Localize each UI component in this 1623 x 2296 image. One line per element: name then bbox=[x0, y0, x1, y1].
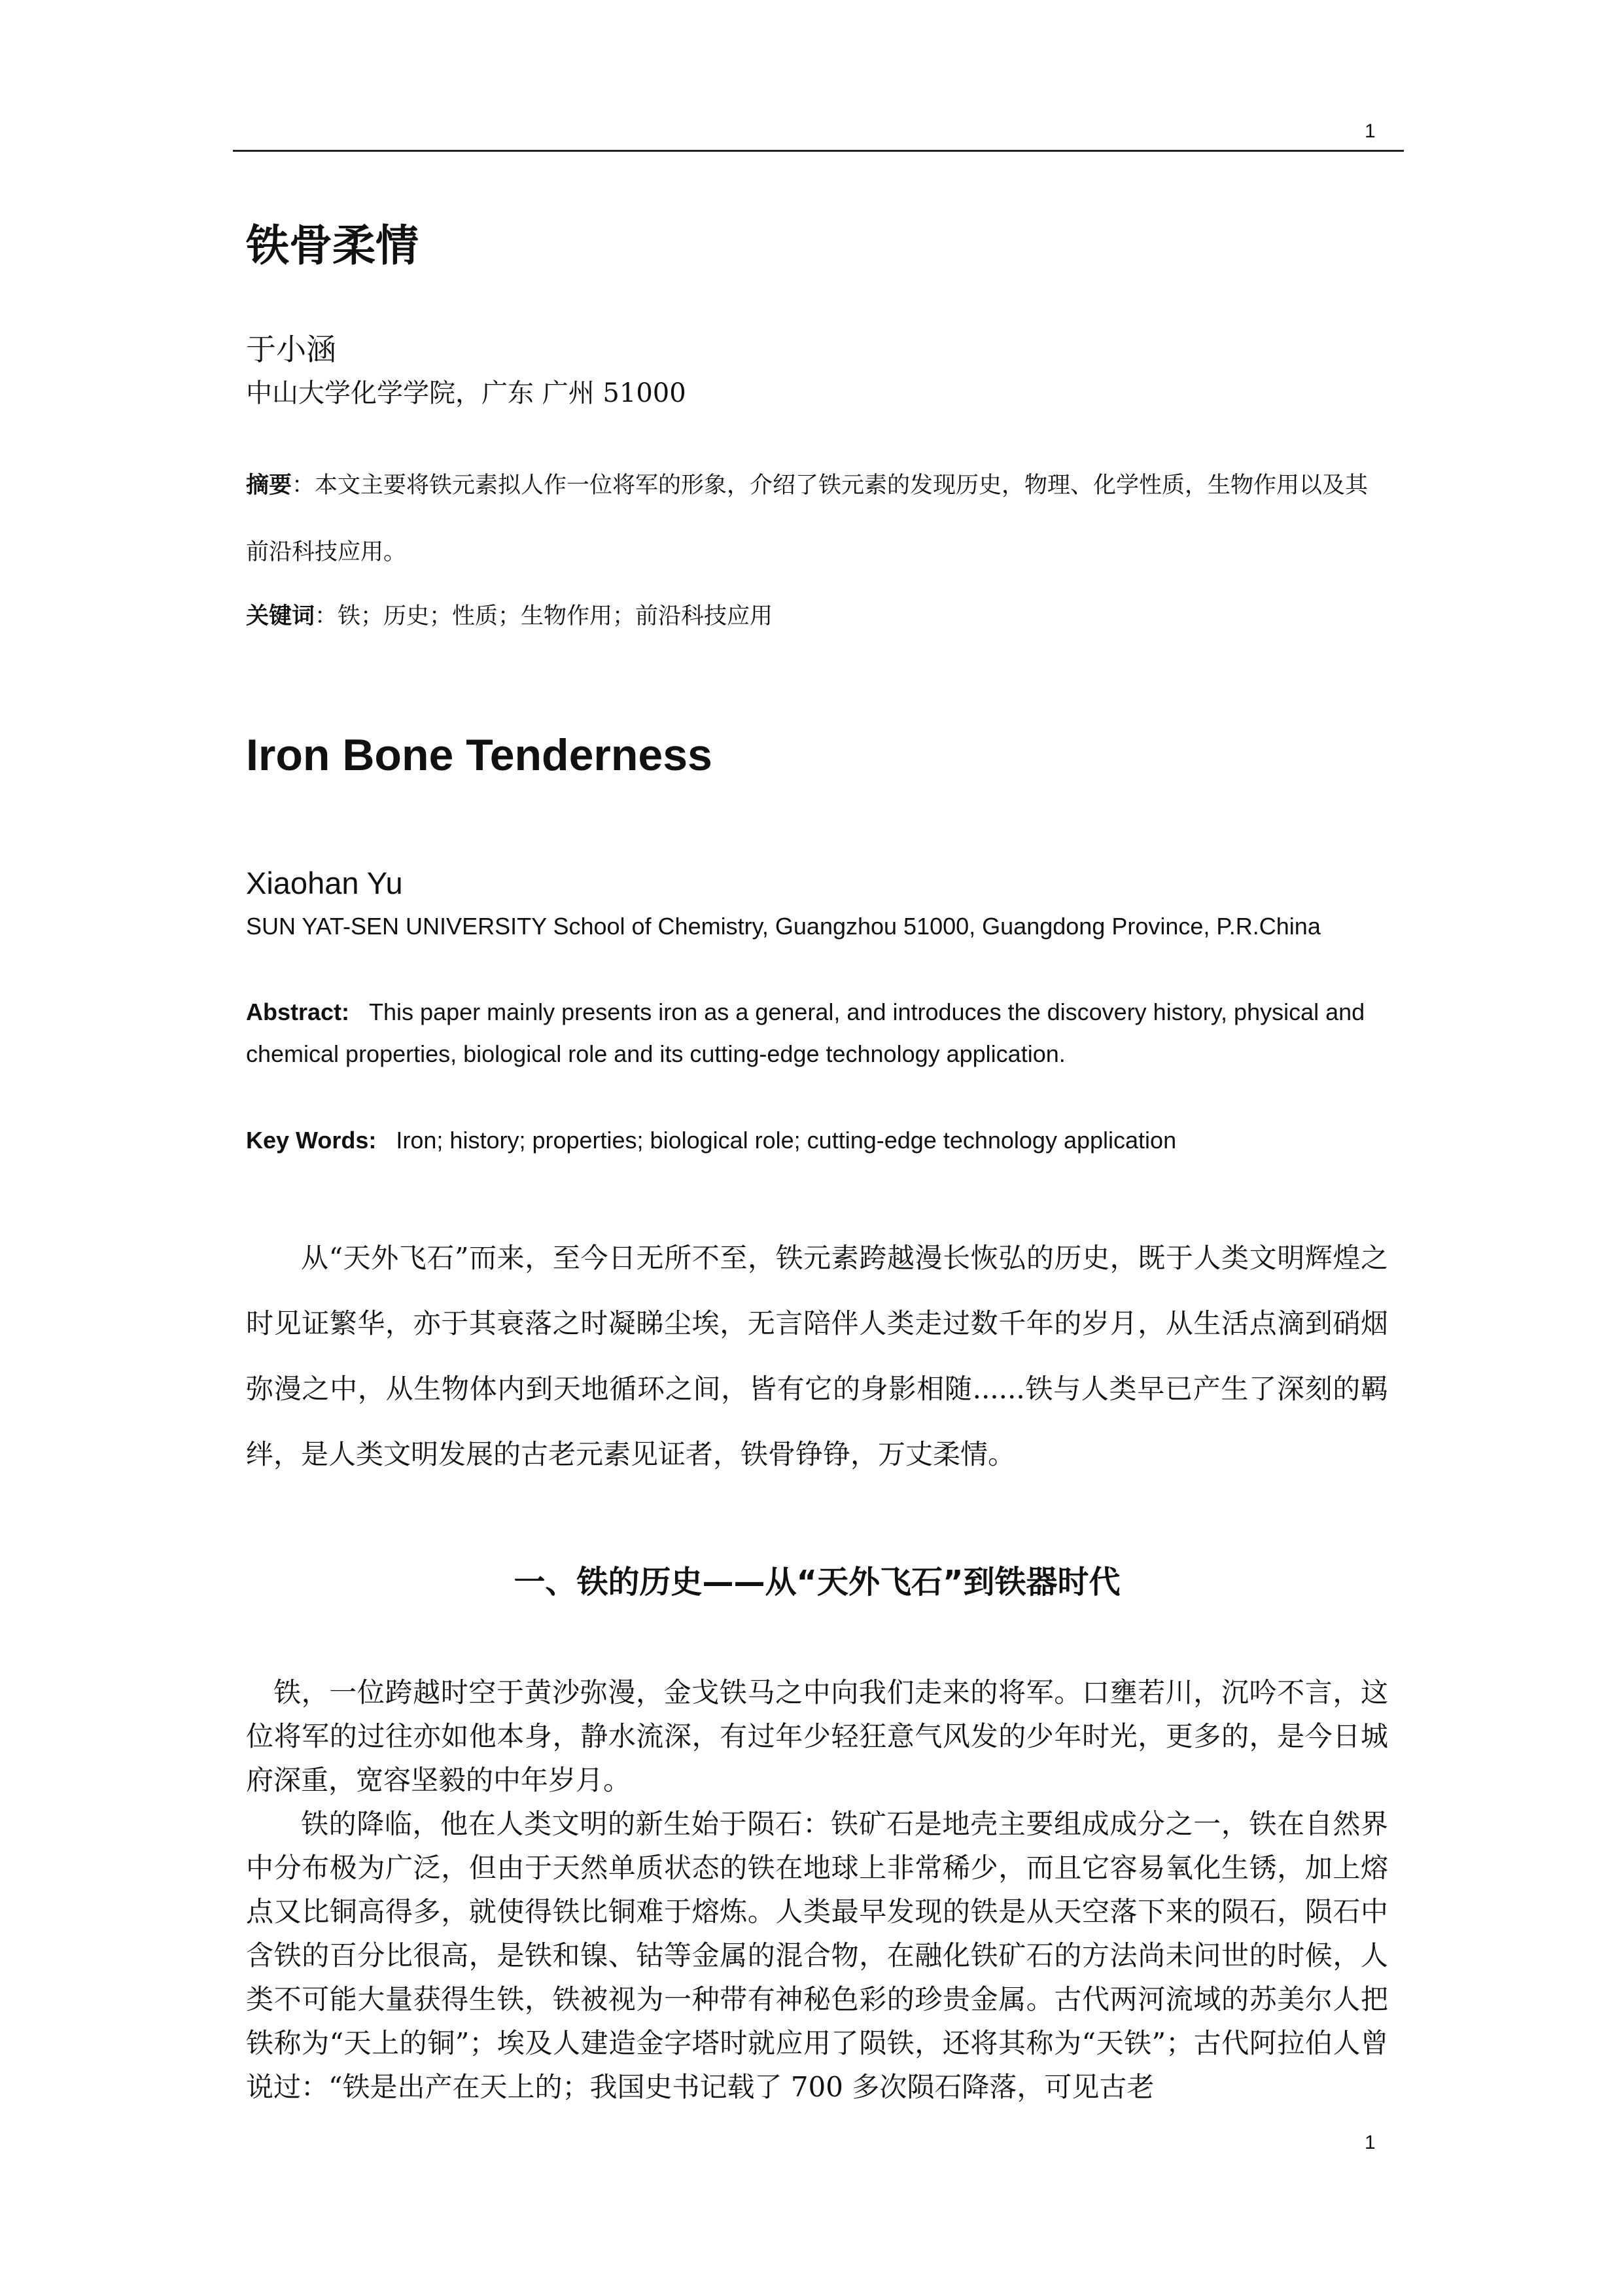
section-1-paragraph-2: 铁的降临，他在人类文明的新生始于陨石：铁矿石是地壳主要组成成分之一，铁在自然界中分布极为广泛，但由于天然单质状态的铁在地球上非常稀少，而且它容易氧化生锈，加上熔点又比铜高得多，就使得铁比铜难于熔炼。人类最早发现的铁是从天空落下来的陨石，陨石中含铁的百分比很高，是铁和镍、钴等金属的混合物，在融化铁矿石的方法尚未问世的时候，人类不可能大量获得生铁，铁被视为一种带有神秘色彩的珍贵金属。古代两河流域的苏美尔人把铁称为“天上的铜”；埃及人建造金字塔时就应用了陨铁，还将其称为“天铁”；古代阿拉伯人曾说过：“铁是出产在天上的；我国史书记载了 700 多次陨石降落，可见古老 bbox=[246, 1808, 1388, 2103]
english-abstract bbox=[246, 991, 1388, 1075]
chinese-author: 于小涵 bbox=[246, 332, 336, 367]
english-keywords bbox=[246, 1120, 1388, 1161]
english-author: Xiaohan Yu bbox=[246, 866, 403, 900]
english-title: Iron Bone Tenderness bbox=[246, 730, 712, 780]
english-abstract-text: This paper mainly presents iron as a general, and introduces the discovery history, physical and chemical properties, biological role and its cutting-edge technology application. bbox=[246, 998, 1365, 1067]
chinese-keywords-sep: ： bbox=[315, 603, 338, 629]
chinese-abstract-label: 摘要 bbox=[246, 472, 292, 499]
intro-paragraph bbox=[246, 1226, 1388, 1487]
chinese-title: 铁骨柔情 bbox=[246, 221, 419, 271]
english-abstract-label: Abstract: bbox=[246, 998, 350, 1025]
chinese-affiliation: 中山大学化学学院，广东 广州 51000 bbox=[246, 378, 686, 408]
section-1-body bbox=[246, 1670, 1388, 2109]
section-1-paragraph-1: 铁，一位跨越时空于黄沙弥漫，金戈铁马之中向我们走来的将军。口壅若川，沉吟不言，这位将军的过往亦如他本身，静水流深，有过年少轻狂意气风发的少年时光，更多的，是今日城府深重，宽容坚毅的中年岁月。 bbox=[246, 1676, 1388, 1796]
intro-paragraph-text: 从“天外飞石”而来，至今日无所不至，铁元素跨越漫长恢弘的历史，既于人类文明辉煌之时见证繁华，亦于其衰落之时凝睇尘埃，无言陪伴人类走过数千年的岁月，从生活点滴到硝烟弥漫之中，从生物体内到天地循环之间，皆有它的身影相随......铁与人类早已产生了深刻的羁绊，是人类文明发展的古老元素见证者，铁骨铮铮，万丈柔情。 bbox=[246, 1242, 1388, 1470]
section-1-heading: 一、铁的历史——从“天外飞石”到铁器时代 bbox=[514, 1564, 1121, 1600]
chinese-abstract bbox=[246, 452, 1388, 586]
chinese-keywords-text: 铁；历史；性质；生物作用；前沿科技应用 bbox=[338, 603, 773, 629]
english-affiliation: SUN YAT-SEN UNIVERSITY School of Chemistry, Guangzhou 51000, Guangdong Province, P.R.China bbox=[246, 913, 1321, 940]
chinese-keywords bbox=[246, 583, 1388, 650]
header-page-number: 1 bbox=[1365, 120, 1376, 142]
english-keywords-text: Iron; history; properties; biological role; cutting-edge technology application bbox=[396, 1127, 1177, 1154]
chinese-keywords-label: 关键词 bbox=[246, 603, 315, 629]
chinese-abstract-sep: ： bbox=[292, 472, 315, 499]
footer-page-number: 1 bbox=[1365, 2132, 1376, 2153]
chinese-abstract-text: 本文主要将铁元素拟人作一位将军的形象，介绍了铁元素的发现历史，物理、化学性质，生物作用以及其前沿科技应用。 bbox=[246, 472, 1369, 565]
english-keywords-label: Key Words: bbox=[246, 1127, 377, 1154]
header-rule bbox=[233, 150, 1404, 152]
